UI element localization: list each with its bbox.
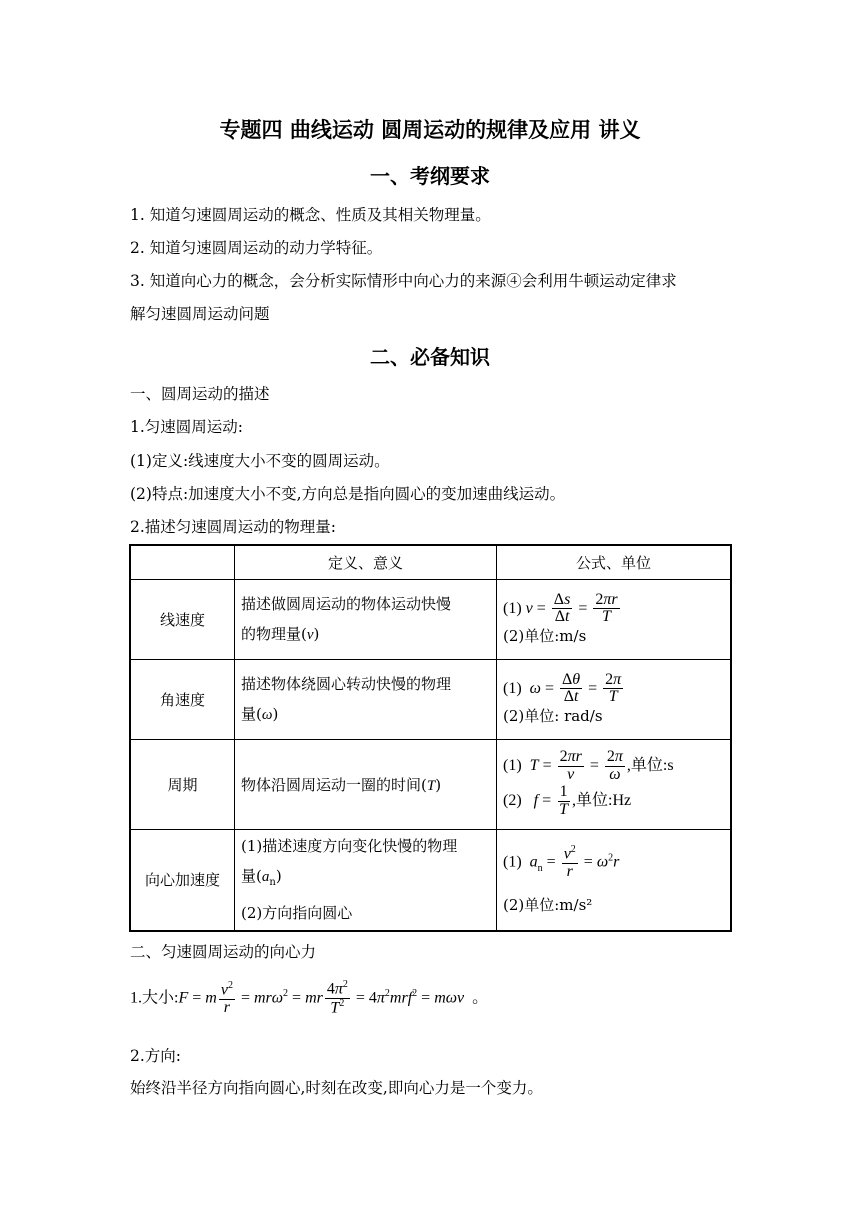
desc-line: 量( bbox=[241, 704, 262, 723]
row-name: 周期 bbox=[130, 739, 235, 829]
desc-line: 的物理量( bbox=[241, 624, 307, 643]
row-formula bbox=[497, 579, 732, 659]
var-symbol: ω bbox=[261, 706, 273, 723]
table-header-cell: 公式、单位 bbox=[497, 545, 732, 579]
desc-close: ) bbox=[313, 624, 320, 643]
quantities-table bbox=[129, 544, 732, 932]
desc-line: (1)描述速度方向变化快慢的物理 bbox=[241, 837, 458, 856]
item-quantities: 2.描述匀速圆周运动的物理量: bbox=[130, 518, 337, 536]
var-symbol: T bbox=[426, 777, 436, 794]
table-row bbox=[130, 829, 731, 931]
row-name: 向心加速度 bbox=[130, 829, 235, 931]
table-header-cell: 定义、意义 bbox=[235, 545, 497, 579]
page-title: 专题四 曲线运动 圆周运动的规律及应用 讲义 bbox=[219, 118, 641, 142]
formula-accel: (1) $a_n$ = $\frac{v^2}{r}$ = $\omega^2r$ bbox=[503, 843, 620, 880]
var-symbol: a bbox=[261, 869, 270, 886]
table-row bbox=[130, 739, 731, 829]
formula-velocity: (1) v = $\frac{\Delta s}{\Delta t}$ = $\frac{2\pi r}{T}$ bbox=[503, 590, 618, 626]
definition-text: (1)定义:线速度大小不变的圆周运动。 bbox=[130, 452, 390, 470]
row-desc bbox=[235, 739, 497, 829]
desc-line: 描述做圆周运动的物体运动快慢 bbox=[241, 594, 452, 613]
row-formula bbox=[497, 659, 732, 739]
item-uniform-circular: 1.匀速圆周运动: bbox=[130, 418, 244, 436]
part2-heading: 二、匀速圆周运动的向心力 bbox=[130, 943, 317, 961]
formula-period: (1) T = $\frac{2\pi r}{v}$ = $\frac{2\pi}{\omega}$ ,单位:s bbox=[503, 748, 674, 784]
desc-close: ) bbox=[275, 867, 282, 886]
desc-close: ) bbox=[435, 775, 442, 794]
row-name: 角速度 bbox=[130, 659, 235, 739]
unit-text: (2)单位:m/s² bbox=[503, 895, 593, 914]
var-subscript: n bbox=[269, 877, 276, 889]
row-desc bbox=[235, 829, 497, 931]
unit-text: ,单位:Hz bbox=[572, 791, 632, 809]
var-symbol: v bbox=[306, 626, 314, 643]
table-row bbox=[130, 579, 731, 659]
table-header-cell bbox=[130, 545, 235, 579]
desc-line: (2)方向指向圆心 bbox=[241, 904, 353, 923]
requirement-2: 2. 知道匀速圆周运动的动力学特征。 bbox=[130, 239, 383, 257]
row-formula bbox=[497, 739, 732, 829]
row-desc bbox=[235, 579, 497, 659]
unit-text: (2)单位:m/s bbox=[503, 627, 587, 646]
desc-line: 描述物体绕圆心转动快慢的物理 bbox=[241, 674, 452, 693]
desc-line: 量( bbox=[241, 867, 262, 886]
feature-text: (2)特点:加速度大小不变,方向总是指向圆心的变加速曲线运动。 bbox=[130, 485, 566, 503]
desc-close: ) bbox=[272, 704, 279, 723]
direction-text: 始终沿半径方向指向圆心,时刻在改变,即向心力是一个变力。 bbox=[130, 1079, 543, 1097]
desc-line: 物体沿圆周运动一圈的时间( bbox=[241, 775, 427, 794]
section-heading-requirements: 一、考纲要求 bbox=[370, 164, 490, 188]
section-heading-knowledge: 二、必备知识 bbox=[370, 345, 490, 369]
direction-label: 2.方向: bbox=[130, 1047, 182, 1065]
requirement-1: 1. 知道匀速圆周运动的概念、性质及其相关物理量。 bbox=[130, 206, 491, 224]
row-desc bbox=[235, 659, 497, 739]
size-label: 1.大小: bbox=[130, 989, 179, 1007]
part1-heading: 一、圆周运动的描述 bbox=[130, 385, 270, 403]
unit-text: (2)单位: rad/s bbox=[503, 707, 603, 726]
table-row bbox=[130, 659, 731, 739]
formula-frequency: (2) f = $\frac{1}{T}$ ,单位:Hz bbox=[503, 783, 632, 818]
requirement-3: 3. 知道向心力的概念，会分析实际情形中向心力的来源④会利用牛顿运动定律求 bbox=[130, 272, 677, 290]
requirement-3-cont: 解匀速圆周运动问题 bbox=[130, 305, 270, 323]
row-formula bbox=[497, 829, 732, 931]
force-formula: 1.大小:F = m $\frac{v^2}{r}$ = mrω$^2$ = mr $\frac{4\pi^2}{T^2}$ = $4\pi^2mrf^2 = m\omega v$ 。 bbox=[130, 979, 489, 1017]
unit-text: ,单位:s bbox=[626, 757, 674, 775]
row-name: 线速度 bbox=[130, 579, 235, 659]
formula-angular: (1) ω = $\frac{\Delta\theta}{\Delta t}$ = $\frac{2\pi}{T}$ bbox=[503, 670, 622, 706]
table-header-row bbox=[130, 545, 731, 579]
